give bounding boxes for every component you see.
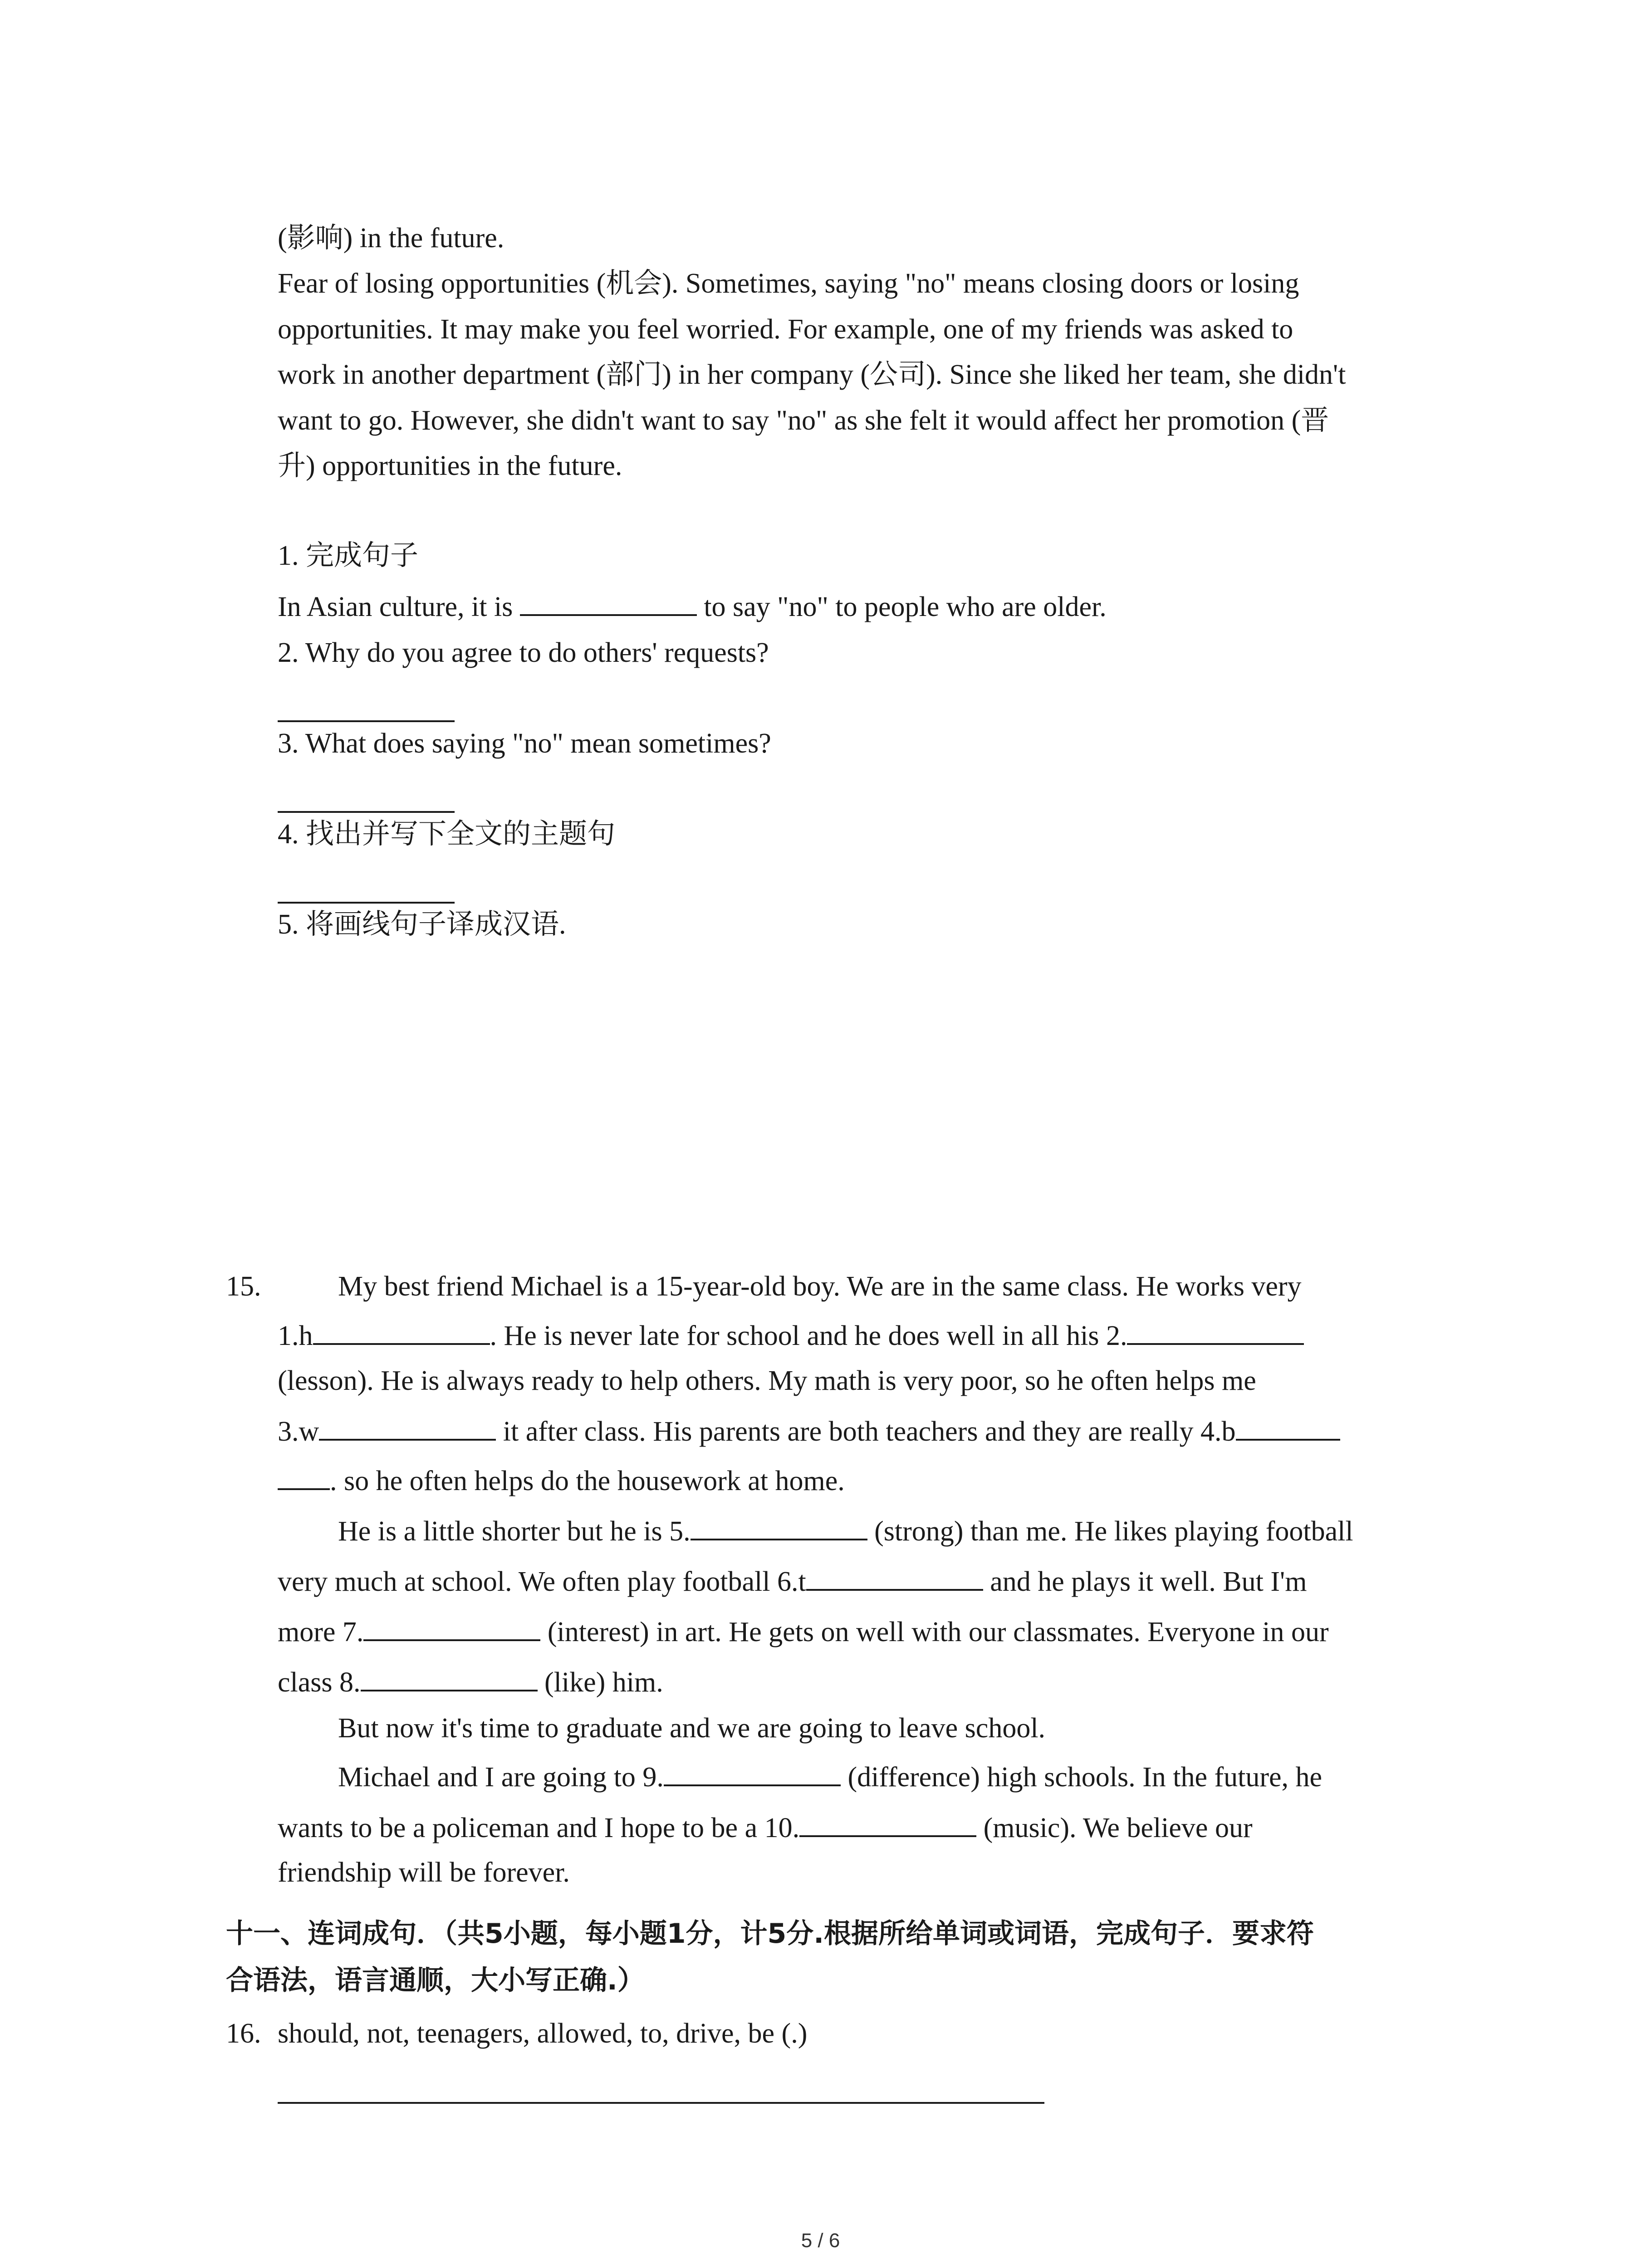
passage-line: 升) opportunities in the future. [278,450,622,481]
question-4: 4. 找出并写下全文的主题句 [278,819,616,850]
answer-blank[interactable] [520,587,697,616]
section-heading: 合语法，语言通顺，大小写正确.） [226,1965,645,1996]
q15-line: more 7. (interest) in art. He gets on well with our classmates. Everyone in our [278,1609,1329,1655]
question-1-label: 1. 完成句子 [278,540,419,571]
q15-line: 3.w it after class. His parents are both teachers and they are really 4.b [278,1409,1340,1454]
passage-line: work in another department (部门) in her company (公司). Since she liked her team, she didn't [278,359,1346,390]
answer-line[interactable] [278,2101,1044,2104]
answer-blank[interactable] [806,1562,983,1591]
passage-line: Fear of losing opportunities (机会). Sometimes, saying "no" means closing doors or losing [278,268,1299,299]
q15-line: . so he often helps do the housework at home. [278,1458,845,1504]
passage-line: want to go. However, she didn't want to say "no" as she felt it would affect her promotion (晋 [278,405,1329,436]
q15-line: 1.h . He is never late for school and he does well in all his 2. [278,1313,1304,1359]
answer-blank[interactable] [799,1808,976,1837]
q15-line: But now it's time to graduate and we are going to leave school. [338,1713,1046,1744]
q15-line: wants to be a policeman and I hope to be a 10. (music). We believe our [278,1805,1253,1851]
answer-blank[interactable] [313,1316,490,1345]
q15-line: My best friend Michael is a 15-year-old boy. We are in the same class. He works very [338,1271,1302,1302]
question-3: 3. What does saying "no" mean sometimes? [278,728,771,759]
passage-line: opportunities. It may make you feel worried. For example, one of my friends was asked to [278,314,1293,345]
answer-blank[interactable] [361,1662,538,1691]
q16-prompt: should, not, teenagers, allowed, to, drive, be (.) [278,2018,808,2049]
question-2: 2. Why do you agree to do others' requests? [278,637,769,668]
question-number: 15. [226,1271,261,1302]
q15-line: (lesson). He is always ready to help others. My math is very poor, so he often helps me [278,1365,1256,1396]
answer-blank[interactable] [664,1757,841,1786]
answer-blank[interactable] [691,1511,867,1540]
page-number: 5 / 6 [801,2229,840,2252]
answer-blank[interactable] [1127,1316,1304,1345]
answer-blank[interactable] [278,1461,330,1490]
q15-line: He is a little shorter but he is 5. (strong) than me. He likes playing football [338,1509,1353,1554]
answer-blank[interactable] [363,1612,540,1641]
q15-line: very much at school. We often play football 6.t and he plays it well. But I'm [278,1559,1307,1604]
q15-line: friendship will be forever. [278,1857,570,1888]
q15-line: Michael and I are going to 9. (difference) high schools. In the future, he [338,1755,1322,1800]
answer-blank[interactable] [319,1412,496,1441]
passage-line: (影响) in the future. [278,223,505,254]
question-number: 16. [226,2018,261,2049]
question-1-sentence: In Asian culture, it is to say "no" to people who are older. [278,584,1107,630]
answer-blank[interactable] [1236,1412,1340,1441]
section-heading: 十一、连词成句．（共5小题，每小题1分，计5分.根据所给单词或词语，完成句子．要求符 [226,1918,1314,1950]
question-5: 5. 将画线句子译成汉语. [278,909,566,940]
q15-line: class 8. (like) him. [278,1660,663,1705]
